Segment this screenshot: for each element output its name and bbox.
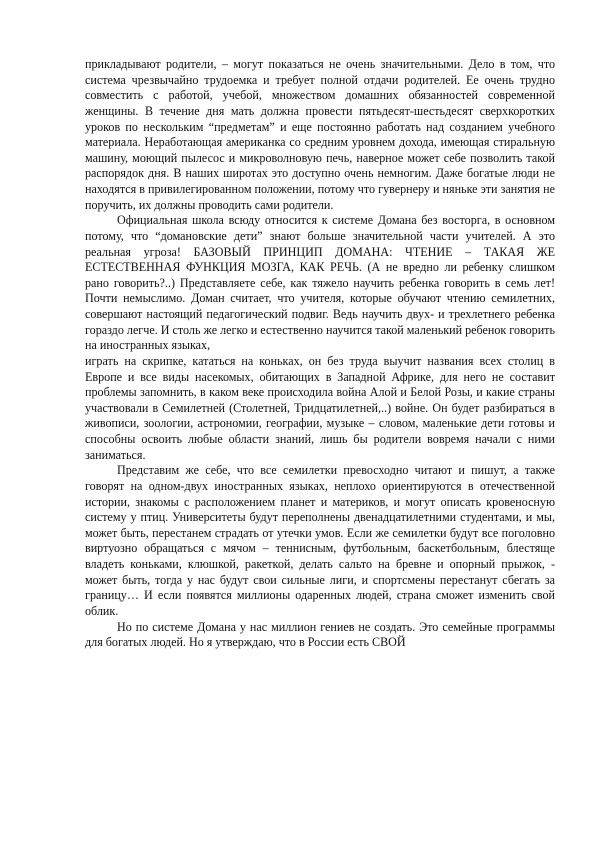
paragraph-2: Официальная школа всюду относится к системе Домана без восторга, в основном потому, что “домановские дети” знают больше значительной части учителей. А это реальная угроза! БАЗОВЫЙ ПРИНЦИП ДОМАНА: ЧТЕНИЕ – ТАКАЯ ЖЕ ЕСТЕСТВЕННАЯ ФУНКЦИЯ МОЗГА, КАК РЕЧЬ. (А не вредно ли ребенку слишком рано говорить?..) Представляете себе, как тяжело научить ребенка говорить в семь лет! Почти немыслимо. Доман считает, что учителя, которые обучают чтению семилетних, совершают настоящий педагогический подвиг. Ведь научить двух- и трехлетнего ребенка гораздо легче. И столь же легко и естественно научится такой маленький ребенок говорить на иностранных языках,	[85, 213, 555, 353]
body-text	[85, 57, 555, 651]
paragraph-3: играть на скрипке, кататься на коньках, он без труда выучит названия всех столиц в Европе и все виды насекомых, обитающих в Западной Африке, для него не составит проблемы запомнить, в каком веке происходила война Алой и Белой Розы, и какие страны участвовали в Семилетней (Столетней, Тридцатилетней,..) войне. Он будет разбираться в живописи, зоологии, астрономии, географии, музыке – словом, маленькие дети готовы и способны освоить любые области знаний, лишь бы родители вовремя начали с ними заниматься.	[85, 353, 555, 462]
paragraph-5: Но по системе Домана у нас миллион гениев не создать. Это семейные программы для богатых людей. Но я утверждаю, что в России есть СВОЙ	[85, 619, 555, 650]
paragraph-1: прикладывают родители, – могут показаться не очень значительными. Дело в том, что система чрезвычайно трудоемка и требует полной отдачи родителей. Ее очень трудно совместить с работой, учебой, множеством домашних обязанностей современной женщины. В течение дня мать должна провести пятьдесят-шестьдесят сверхкоротких уроков по нескольким “предметам” и еще постоянно работать над созданием учебного материала. Неработающая американка со средним уровнем дохода, имеющая стиральную машину, моющий пылесос и микроволновую печь, наверное может себе позволить такой распорядок дня. В наших широтах это доступно очень немногим. Даже богатые люди не находятся в привилегированном положении, потому что гувернеру и няньке эти занятия не поручить, их должны проводить сами родители.	[85, 57, 555, 212]
paragraph-4: Представим же себе, что все семилетки превосходно читают и пишут, а также говорят на одном-двух иностранных языках, неплохо ориентируются в отечественной истории, знакомы с расположением планет и материков, и могут описать кровеносную систему у птиц. Университеты будут переполнены двенадцатилетними студентами, и мы, может быть, перестанем страдать от утечки умов. Если же семилетки будут все поголовно виртуозно обращаться с мячом – теннисным, футбольным, баскетбольным, блестяще владеть коньками, клюшкой, ракеткой, делать сальто на бревне и опорный прыжок, - может быть, тогда у нас будут свои сильные лиги, и спортсмены перестанут сбегать за границу… И если появятся миллионы одаренных людей, страна сможет изменить свой облик.	[85, 463, 555, 618]
